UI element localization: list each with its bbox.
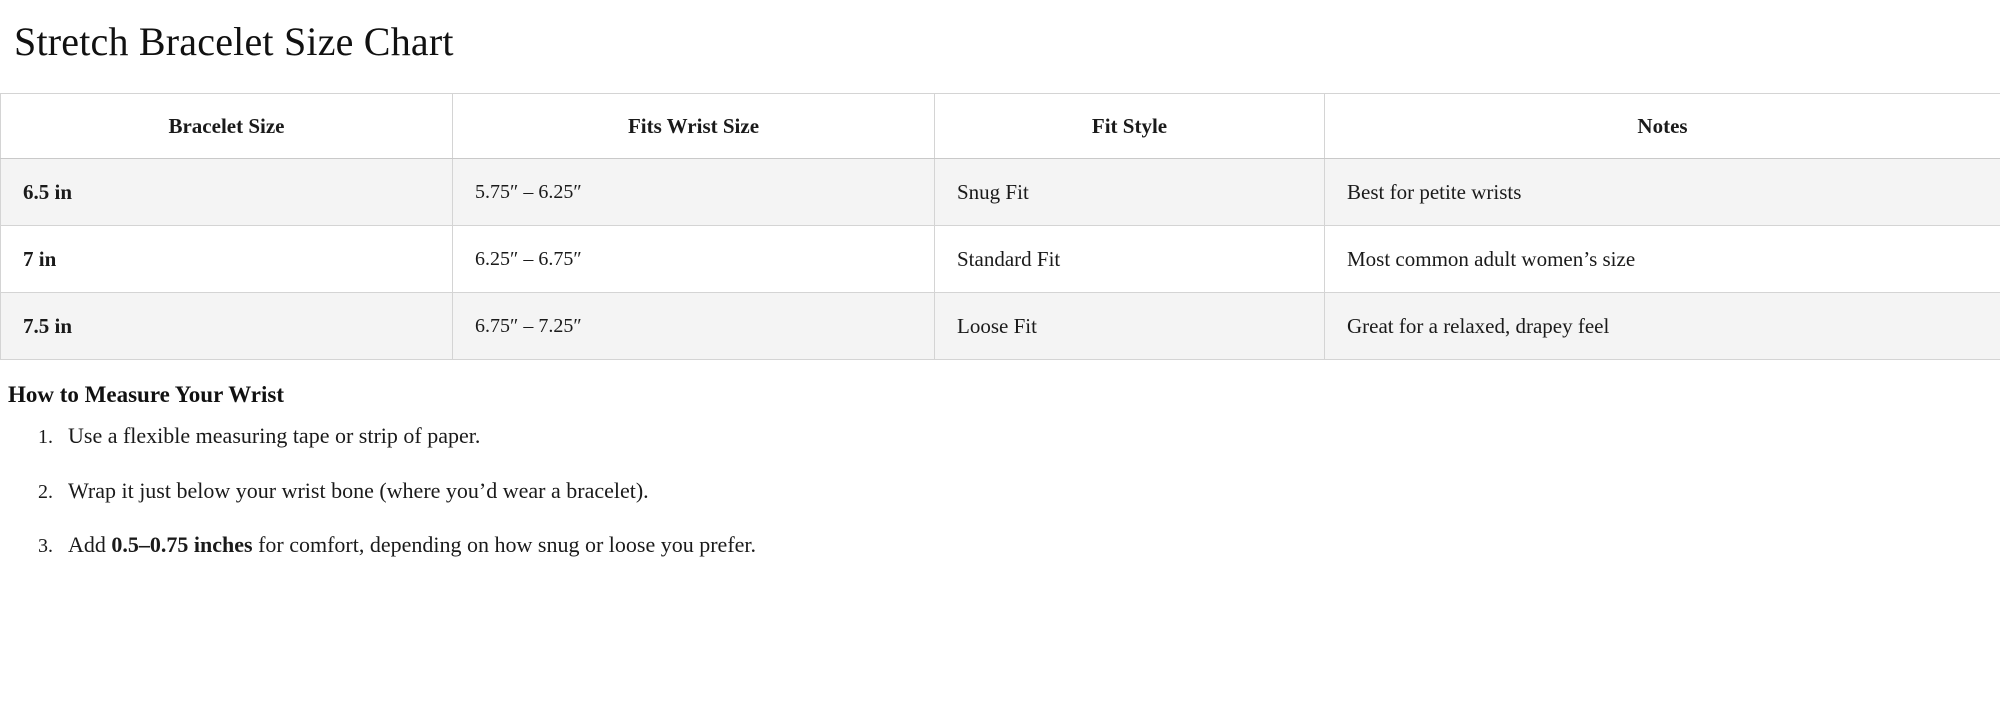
column-header-fit-style: Fit Style [935,94,1325,159]
size-chart-table [0,93,2000,360]
step-text: Use a flexible measuring tape or strip of paper. [68,423,481,448]
column-header-bracelet-size: Bracelet Size [1,94,453,159]
cell-bracelet-size: 6.5 in [1,159,453,226]
cell-bracelet-size: 7.5 in [1,293,453,360]
cell-fits-wrist-size: 5.75″ – 6.25″ [453,159,935,226]
cell-notes: Best for petite wrists [1325,159,2000,226]
cell-notes: Most common adult women’s size [1325,226,2000,293]
list-item [58,477,2000,505]
table-row [1,226,2000,293]
cell-fit-style: Loose Fit [935,293,1325,360]
cell-fits-wrist-size: 6.75″ – 7.25″ [453,293,935,360]
step-emphasis: 0.5–0.75 inches [111,532,253,557]
cell-fits-wrist-size: 6.25″ – 6.75″ [453,226,935,293]
column-header-fits-wrist-size: Fits Wrist Size [453,94,935,159]
howto-steps-list [0,422,2000,559]
step-text-tail: for comfort, depending on how snug or loose you prefer. [252,532,757,557]
list-item [58,531,2000,559]
page-title: Stretch Bracelet Size Chart [14,19,454,64]
table-body [1,159,2000,360]
table-header [1,94,2000,159]
table-row [1,159,2000,226]
cell-notes: Great for a relaxed, drapey feel [1325,293,2000,360]
step-text: Add [68,532,112,557]
list-item [58,422,2000,450]
howto-heading: How to Measure Your Wrist [8,382,284,407]
step-text: Wrap it just below your wrist bone (where you’d wear a bracelet). [68,477,649,503]
cell-bracelet-size: 7 in [1,226,453,293]
table-row [1,293,2000,360]
column-header-notes: Notes [1325,94,2000,159]
cell-fit-style: Snug Fit [935,159,1325,226]
cell-fit-style: Standard Fit [935,226,1325,293]
table-header-row [1,94,2000,159]
